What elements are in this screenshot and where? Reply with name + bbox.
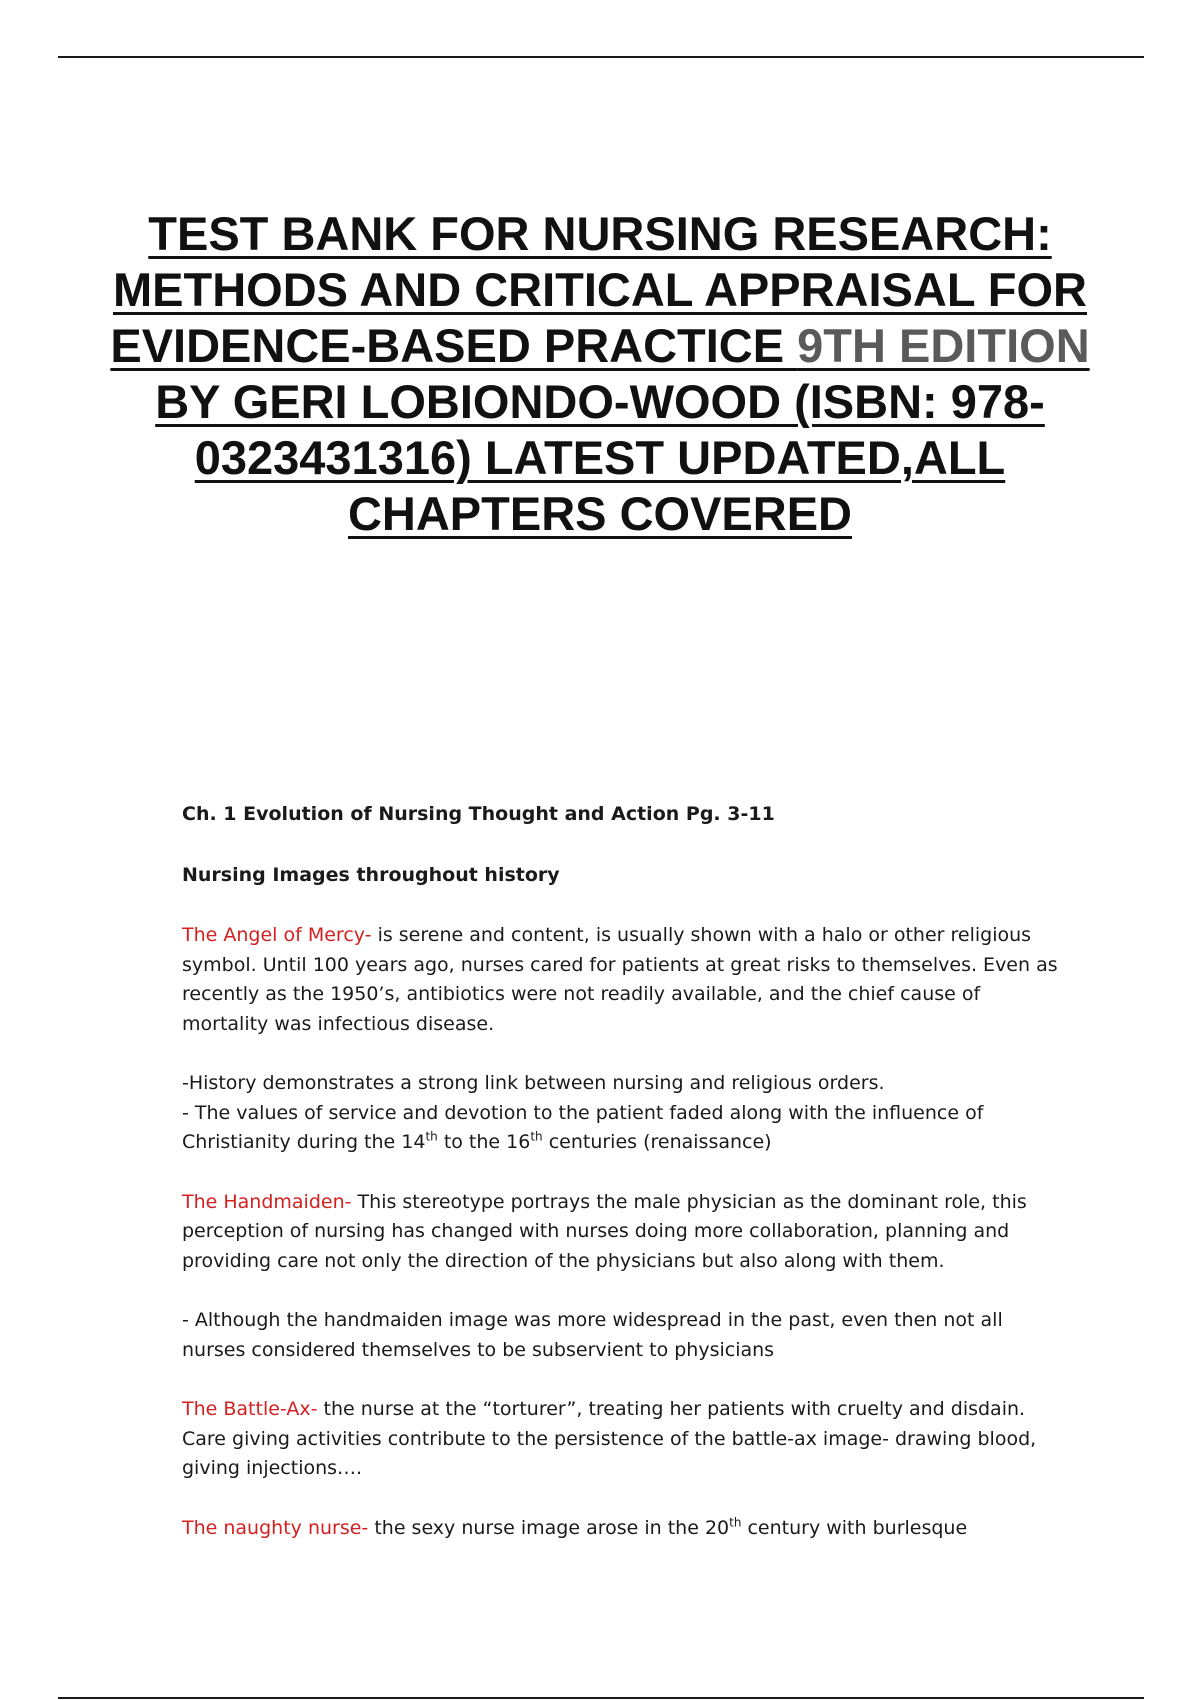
angel-of-mercy-term: The Angel of Mercy- — [182, 924, 372, 946]
battle-ax-term: The Battle-Ax- — [182, 1398, 318, 1420]
angel-of-mercy-text: is serene and content, is usually shown with a halo or other religious symbol. Until 100 years ago, nurses cared for patients at great risks to themselves. Even as recently as the 1950’s, antibiotics were not readily available, and the chief cause of mortality was infectious disease. — [182, 924, 1058, 1035]
section-heading: Nursing Images throughout history — [182, 863, 560, 886]
naughty-nurse-text-a: the sexy nurse image arose in the 20 — [368, 1516, 730, 1539]
angel-of-mercy-paragraph — [182, 921, 1072, 1039]
document-title — [100, 206, 1100, 542]
document-body — [182, 800, 1072, 1573]
handmaiden-term: The Handmaiden- — [182, 1190, 352, 1213]
history-line-2c: centuries (renaissance) — [542, 1131, 772, 1153]
top-rule — [58, 56, 1144, 58]
history-paragraph — [182, 1069, 1072, 1158]
title-part1: TEST BANK FOR NURSING RESEARCH: METHODS AND CRITICAL APPRAISAL FOR EVIDENCE-BASED PRACTICE — [110, 207, 1087, 372]
title-part2: BY GERI LOBIONDO-WOOD (ISBN: 978-0323431316) LATEST UPDATED,ALL CHAPTERS COVERED — [155, 375, 1045, 540]
naughty-nurse-term: The naughty nurse- — [182, 1516, 369, 1539]
history-sup-1: th — [425, 1129, 438, 1144]
title-text — [110, 207, 1089, 540]
naughty-nurse-text-b: century with burlesque — [741, 1516, 968, 1539]
history-line-1: -History demonstrates a strong link between nursing and religious orders. — [182, 1072, 885, 1094]
title-edition: 9TH EDITION — [797, 319, 1090, 372]
chapter-heading: Ch. 1 Evolution of Nursing Thought and Action Pg. 3-11 — [182, 803, 775, 825]
battle-ax-paragraph — [182, 1395, 1072, 1484]
naughty-nurse-paragraph — [182, 1514, 1072, 1544]
handmaiden-paragraph — [182, 1188, 1072, 1277]
history-line-2b: to the 16 — [437, 1131, 531, 1153]
history-line-2a: - The values of service and devotion to the patient faded along with the influence of Christianity during the 14 — [182, 1101, 984, 1153]
bottom-rule — [58, 1697, 1144, 1699]
handmaiden-text: This stereotype portrays the male physician as the dominant role, this perception of nursing has changed with nurses doing more collaboration, planning and providing care not only the direction of the physicians but also along with them. — [182, 1190, 1027, 1272]
battle-ax-text: the nurse at the “torturer”, treating her patients with cruelty and disdain. Care giving activities contribute to the persistence of the battle-ax image- drawing blood, giving injections…. — [182, 1398, 1037, 1479]
history-sup-2: th — [530, 1129, 543, 1144]
handmaiden-note: - Although the handmaiden image was more widespread in the past, even then not all nurses considered themselves to be subservient to physicians — [182, 1309, 1003, 1361]
naughty-nurse-sup: th — [729, 1515, 742, 1530]
